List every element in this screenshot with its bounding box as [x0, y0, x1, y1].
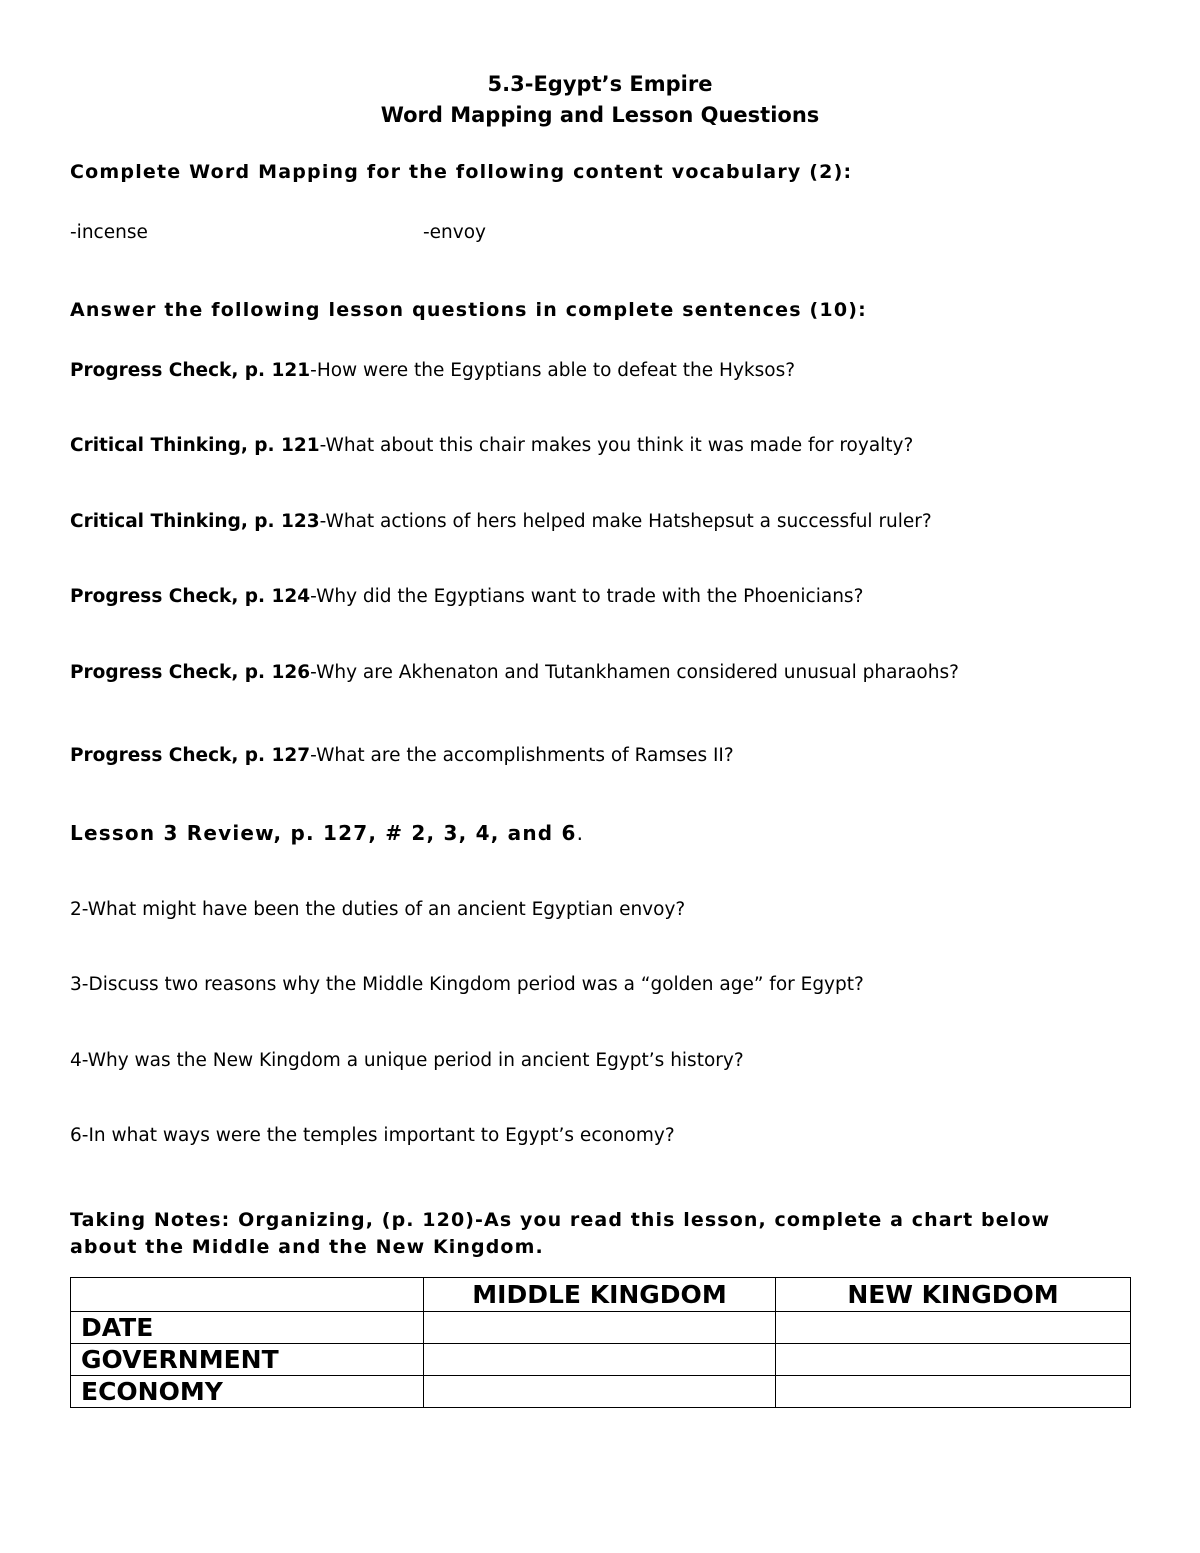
- row-label-government: GOVERNMENT: [71, 1344, 424, 1376]
- vocab-word-envoy: -envoy: [423, 222, 486, 243]
- table-row: [71, 1312, 1131, 1344]
- taking-notes-line-2: about the Middle and the New Kingdom.: [70, 1236, 544, 1258]
- question-ref: Progress Check, p. 124: [70, 586, 311, 607]
- taking-notes-instruction: [70, 1207, 1130, 1261]
- review-item: 2-What might have been the duties of an ancient Egyptian envoy?: [70, 899, 686, 920]
- row-label-date: DATE: [71, 1312, 424, 1344]
- row-label-economy: ECONOMY: [71, 1376, 424, 1408]
- question-text: -Why are Akhenaton and Tutankhamen considered unusual pharaohs?: [310, 662, 959, 683]
- question-ref: Progress Check, p. 127: [70, 745, 311, 766]
- question-ref: Critical Thinking, p. 121: [70, 435, 320, 456]
- table-header-new-kingdom: NEW KINGDOM: [776, 1278, 1131, 1312]
- table-cell[interactable]: [424, 1312, 776, 1344]
- vocab-instruction: Complete Word Mapping for the following content vocabulary (2):: [70, 161, 853, 183]
- review-item: 4-Why was the New Kingdom a unique period in ancient Egypt’s history?: [70, 1050, 744, 1071]
- page-title: 5.3-Egypt’s Empire: [487, 72, 713, 96]
- question-text: -How were the Egyptians able to defeat the Hyksos?: [310, 360, 796, 381]
- question-item: [70, 359, 795, 383]
- question-text: -What are the accomplishments of Ramses II?: [310, 745, 734, 766]
- table-cell[interactable]: [424, 1376, 776, 1408]
- table-header-row: [71, 1278, 1131, 1312]
- question-text: -What actions of hers helped make Hatshepsut a successful ruler?: [319, 511, 932, 532]
- question-text: -Why did the Egyptians want to trade with the Phoenicians?: [310, 586, 864, 607]
- table-cell[interactable]: [776, 1376, 1131, 1408]
- question-item: [70, 744, 734, 768]
- review-heading-text: Lesson 3 Review, p. 127, # 2, 3, 4, and 6: [70, 821, 577, 845]
- table-row: [71, 1376, 1131, 1408]
- question-item: [70, 661, 959, 685]
- review-item: 3-Discuss two reasons why the Middle Kingdom period was a “golden age” for Egypt?: [70, 974, 864, 995]
- table-header-middle-kingdom: MIDDLE KINGDOM: [424, 1278, 776, 1312]
- review-heading: [70, 821, 584, 845]
- review-heading-period: .: [576, 821, 585, 845]
- taking-notes-line-1: Taking Notes: Organizing, (p. 120)-As you read this lesson, complete a chart below: [70, 1209, 1051, 1231]
- table-header-empty: [71, 1278, 424, 1312]
- questions-instruction: Answer the following lesson questions in complete sentences (10):: [70, 299, 867, 321]
- question-text: -What about this chair makes you think it was made for royalty?: [319, 435, 914, 456]
- review-item: 6-In what ways were the temples important to Egypt’s economy?: [70, 1125, 675, 1146]
- question-ref: Progress Check, p. 126: [70, 662, 311, 683]
- question-item: [70, 434, 913, 458]
- table-cell[interactable]: [776, 1312, 1131, 1344]
- table-cell[interactable]: [776, 1344, 1131, 1376]
- question-ref: Progress Check, p. 121: [70, 360, 311, 381]
- question-ref: Critical Thinking, p. 123: [70, 511, 320, 532]
- table-cell[interactable]: [424, 1344, 776, 1376]
- question-item: [70, 510, 932, 534]
- vocab-word-incense: -incense: [70, 222, 148, 243]
- question-item: [70, 585, 863, 609]
- kingdom-chart-table: [70, 1277, 1131, 1408]
- page-subtitle: Word Mapping and Lesson Questions: [380, 103, 820, 127]
- table-row: [71, 1344, 1131, 1376]
